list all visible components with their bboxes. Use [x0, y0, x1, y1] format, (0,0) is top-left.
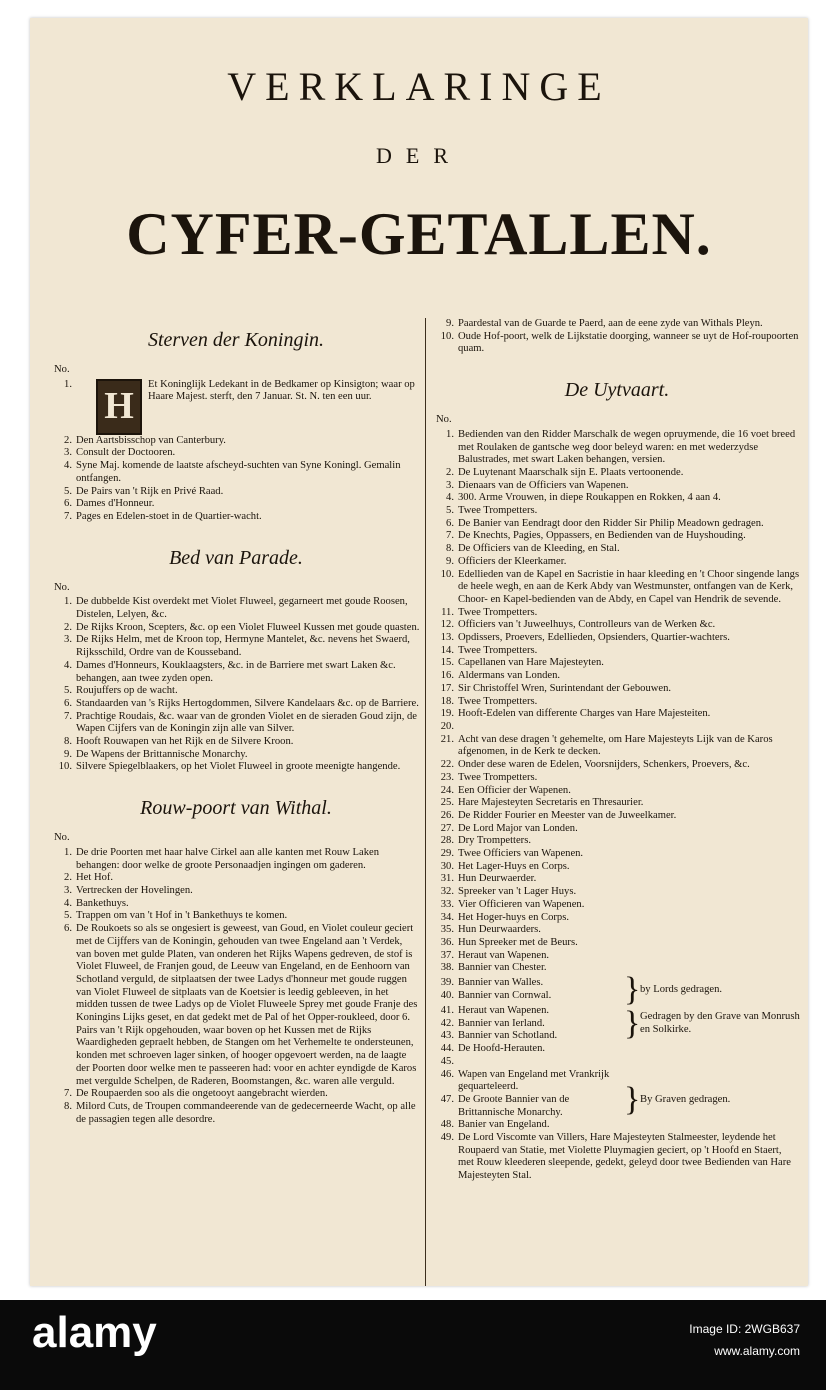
list-item	[434, 331, 800, 356]
item-number: 22.	[440, 759, 454, 771]
list-item	[434, 1094, 624, 1119]
list-item	[434, 873, 800, 886]
list-item	[52, 885, 420, 898]
item-number: 6.	[64, 923, 72, 935]
item-text: Twee Trompetters.	[458, 644, 538, 656]
item-number: 10.	[58, 761, 72, 773]
item-number: 6.	[64, 498, 72, 510]
brace-label: By Graven gedragen.	[640, 1093, 731, 1105]
item-number: 8.	[64, 1100, 72, 1112]
item-text: Bedienden van den Ridder Marschalk de wegen opruymende, die 16 voet breed met Roulaken de gantsche weg door beleyd waren: en met wederzydse Balustrades, met swart Laken behangen, versien.	[458, 428, 796, 466]
list-item	[434, 772, 800, 785]
brace-glyph: }	[624, 1081, 641, 1119]
item-number: 32.	[440, 886, 454, 898]
item-text: De Officiers van de Kleeding, en Stal.	[458, 543, 620, 555]
item-number: 19. 20.	[440, 708, 454, 732]
list-item	[52, 698, 420, 711]
list-item	[434, 848, 800, 861]
item-number: 5.	[64, 485, 72, 497]
item-text: Bannier van Ierland.	[458, 1017, 545, 1029]
item-text: Syne Maj. komende de laatste afscheyd-suchten van Syne Koningl. Gemalin ontfangen.	[76, 460, 401, 484]
item-number: 46.	[440, 1068, 454, 1080]
item-text: Onder dese waren de Edelen, Voorsnijders, Schenkers, Proevers, &c.	[458, 759, 750, 771]
item-number: 33.	[440, 898, 454, 910]
item-text: Bannier van Schotland.	[458, 1030, 558, 1042]
list-item	[52, 1101, 420, 1126]
item-number: 5.	[446, 505, 454, 517]
item-number: 10.	[440, 330, 454, 342]
list-item	[52, 498, 420, 511]
section-heading: De Uytvaart.	[564, 379, 670, 402]
list-item	[434, 619, 800, 632]
item-text: Bannier van Cornwal.	[458, 990, 552, 1002]
list-item	[434, 759, 800, 772]
item-text: Aldermans van Londen.	[458, 670, 561, 682]
list-item	[434, 861, 800, 874]
item-number: 7.	[446, 530, 454, 542]
item-number: 26.	[440, 809, 454, 821]
list-item	[52, 923, 420, 1088]
item-number: 7.	[64, 510, 72, 522]
item-number: 8.	[446, 543, 454, 555]
list-item	[434, 696, 800, 709]
item-number: 27.	[440, 822, 454, 834]
list-item	[434, 556, 800, 569]
list-item	[434, 657, 800, 670]
item-number: 39.	[440, 977, 454, 989]
item-text: Dames d'Honneurs, Kouklaagsters, &c. in de Barriere met swart Laken &c. behangen, aan twee zyden open.	[76, 659, 396, 684]
item-text: Consult der Doctooren.	[76, 447, 176, 459]
item-text: De Ridder Fourier en Meester van de Juweelkamer.	[458, 809, 677, 821]
decorated-initial: H	[96, 379, 142, 435]
list-item	[52, 898, 420, 911]
list-item	[434, 318, 800, 331]
list-item	[434, 797, 800, 810]
title-der: DER	[376, 143, 462, 168]
list-item	[434, 734, 800, 759]
list-item	[52, 460, 420, 485]
list-item	[434, 899, 800, 912]
list-item	[434, 518, 800, 531]
item-number: 1.	[64, 378, 72, 390]
item-text: De Banier van Eendragt door den Ridder Sir Philip Meadown gedragen.	[458, 517, 764, 529]
list-item	[52, 447, 420, 460]
item-text: Twee Trompetters.	[458, 505, 538, 517]
list-item	[434, 886, 800, 899]
item-text: Wapen van Engeland met Vrankrijk gequarteleerd.	[458, 1068, 610, 1093]
item-number: 47.	[440, 1093, 454, 1105]
item-text: De Roukoets so als se ongesiert is geweest, van Goud, en Violet couleur geciert met de Cijffers van de Koningin, gehouden van twee Engeland aan 't Verdek, van boven met gulde Platen, van onderen het Rijks Wapens gedreven, de stof is Violet Fluweel, de Franjen goud, de Leeuw van Engeland, en de Eenhoorn van Schotland verguld, de sitplaatsen der twee Ladys d'honneur met goude ruggen van Violet Fluweel de sitplaats van de Koetsier is leedig gebleeven, in het midden tussen de twee Ladys op de Violet Fluweele Sprey met goude Franje des Koningins Lijks geset, en dat gedekt met de Pal of het Opper-roukleed, door 6. Pairs van 't Rijk opgehouden, waar boven op het Kussen met de Rijks Waardigheden gepraelt hebben, de Stangen om het Verhemelte te ondersteunen, konden met schroeven lager sinken, of hooger opgevoert werden, na de laagte der Poorten door welke men te passeeren had: voor en achter eyndigde de Karos met vergulde Schelpen, de Raderen, Boomstangen, &c. waren alle verguld.	[76, 923, 418, 1087]
list-item	[434, 480, 800, 493]
section-heading: Bed van Parade.	[169, 546, 303, 569]
brace-label: by Lords gedragen.	[640, 983, 723, 995]
item-number: 11.	[441, 606, 454, 618]
item-text: Bannier van Chester.	[458, 962, 547, 974]
item-number: 13.	[440, 632, 454, 644]
title-cyfer-getallen: CYFER-GETALLEN.	[126, 201, 712, 267]
item-text: Dienaars van de Officiers van Wapenen.	[458, 479, 629, 491]
list-item	[52, 634, 420, 659]
list-item	[434, 543, 800, 556]
item-text: Twee Officiers van Wapenen.	[458, 848, 584, 860]
list-item	[52, 435, 420, 448]
item-text: Dames d'Honneur.	[76, 498, 155, 510]
list-item	[52, 736, 420, 749]
braced-group	[434, 1069, 800, 1133]
item-text: Twee Trompetters.	[458, 771, 538, 783]
item-number: 15.	[440, 657, 454, 669]
item-text: De Rijks Helm, met de Kroon top, Hermyne Mantelet, &c. nevens het Swaerd, Rijksschild, Ordre van de Kousseband.	[76, 634, 410, 659]
item-text: Officiers der Kleerkamer.	[458, 555, 567, 567]
list-item	[434, 708, 800, 733]
item-text: De drie Poorten met haar halve Cirkel aan alle kanten met Rouw Laken behangen: door welke de groote Personaadjen ingingen om gaderen.	[76, 846, 379, 871]
list-item	[434, 467, 800, 480]
braced-items	[434, 977, 624, 1002]
item-text: Dry Trompetters.	[458, 835, 531, 847]
item-text: De Lord Major van Londen.	[458, 822, 578, 834]
list-item	[434, 1018, 624, 1031]
item-number: 43.	[440, 1030, 454, 1042]
list-item	[434, 962, 800, 975]
item-text: Bankethuys.	[76, 897, 129, 909]
item-text: Vier Officieren van Wapenen.	[458, 898, 585, 910]
item-number: 7.	[64, 1088, 72, 1100]
item-number: 2.	[64, 872, 72, 884]
item-text: 300. Arme Vrouwen, in diepe Roukappen en Rokken, 4 aan 4.	[458, 492, 721, 504]
item-number: 38.	[440, 962, 454, 974]
list-item	[434, 607, 800, 620]
list-item	[434, 632, 800, 645]
item-text: Hun Spreeker met de Beurs.	[458, 936, 578, 948]
item-number: 7.	[64, 710, 72, 722]
item-number: 42.	[440, 1017, 454, 1029]
list-item	[52, 910, 420, 923]
list-item	[434, 530, 800, 543]
list-item	[52, 486, 420, 499]
image-metadata	[689, 1318, 800, 1362]
list-item	[52, 622, 420, 635]
item-number: 1.	[64, 846, 72, 858]
item-number: 1.	[64, 596, 72, 608]
list-item	[52, 872, 420, 885]
item-text: Twee Trompetters.	[458, 695, 538, 707]
list-item	[434, 683, 800, 696]
item-number: 18.	[440, 695, 454, 707]
list-item	[434, 950, 800, 963]
item-text: Het Hoger-huys en Corps.	[458, 911, 570, 923]
item-number: 16.	[440, 670, 454, 682]
list-item	[434, 785, 800, 798]
item-text: Een Officier der Wapenen.	[458, 784, 571, 796]
list-item	[434, 823, 800, 836]
list-item	[52, 379, 420, 435]
brace-glyph: }	[624, 971, 641, 1009]
item-text: Oude Hof-poort, welk de Lijkstatie doorging, wanneer se uyt de Hof-roupoorten quam.	[458, 330, 799, 355]
item-text: Officiers van 't Juweelhuys, Controlleurs van de Werken &c.	[458, 619, 716, 631]
item-text: De Rijks Kroon, Scepters, &c. op een Violet Fluweel Kussen met goude quasten.	[76, 621, 420, 633]
item-number: 29.	[440, 848, 454, 860]
item-text: De Pairs van 't Rijk en Privé Raad.	[76, 485, 224, 497]
number-label: No.	[54, 364, 70, 375]
item-number: 1.	[446, 428, 454, 440]
item-number: 8.	[64, 736, 72, 748]
list-item	[434, 1005, 624, 1018]
number-label: No.	[54, 581, 70, 593]
braced-group	[434, 971, 800, 1009]
item-text: Den Aartsbisschop van Canterbury.	[76, 434, 226, 446]
list-item	[434, 1030, 624, 1043]
item-text: De Wapens der Brittannische Monarchy.	[76, 748, 248, 760]
item-number: 21.	[440, 733, 454, 745]
list-item	[434, 1043, 800, 1068]
item-text: De Roupaerden soo als die ongetooyt aangebracht wierden.	[76, 1088, 328, 1100]
item-number: 3.	[64, 447, 72, 459]
item-text: Het Lager-Huys en Corps.	[458, 860, 570, 872]
braced-group	[434, 1005, 800, 1043]
list-item	[434, 990, 624, 1003]
list-item	[52, 511, 420, 524]
item-text: Vertrecken der Hovelingen.	[76, 884, 193, 896]
list-item	[52, 596, 420, 621]
item-text: Heraut van Wapenen.	[458, 949, 550, 961]
item-number: 34.	[440, 911, 454, 923]
list-item	[52, 761, 420, 774]
item-number: 6.	[446, 517, 454, 529]
item-text: Edellieden van de Kapel en Sacristie in haar kleeding en 't Choor singende langs de heele wegh, en aan de Kerk Abdy van Westmunster, ontfangen van de Kerk, Choor- en Kapel-bedienden van de Abdy, en Capel van Hendrik de sevende.	[458, 568, 800, 605]
section-heading: Rouw-poort van Withal.	[140, 797, 332, 820]
brace-label: Gedragen by den Grave van Monrush en Solkirke.	[640, 1011, 800, 1036]
item-number: 31.	[440, 873, 454, 885]
item-text: Het Hof.	[76, 872, 114, 884]
list-item	[434, 937, 800, 950]
item-number: 14.	[440, 644, 454, 656]
list-item	[434, 429, 800, 467]
list-item	[434, 1132, 800, 1183]
item-text: Sir Christoffel Wren, Surintendant der Gebouwen.	[458, 682, 672, 694]
item-number: 4.	[64, 897, 72, 909]
item-text: De dubbelde Kist overdekt met Violet Fluweel, gegarneert met goude Roosen, Distelen, Lelyen, &c.	[76, 596, 408, 621]
item-text: Paardestal van de Guarde te Paerd, aan de eene zyde van Withals Pleyn.	[458, 318, 763, 329]
list-item	[52, 711, 420, 736]
item-number: 10.	[440, 568, 454, 580]
item-text: Prachtige Roudais, &c. waar van de gronden Violet en de sieraden Goud zijn, de Wapen Cijfers van de Koningin zijn alle van Silver.	[76, 710, 418, 735]
item-number: 37.	[440, 949, 454, 961]
item-number: 5.	[64, 910, 72, 922]
item-text: Silvere Spiegelblaakers, op het Violet Fluweel in groote meenigte hangende.	[76, 761, 401, 773]
item-text: Hare Majesteyten Secretaris en Thresaurier.	[458, 797, 644, 809]
item-number: 23.	[440, 771, 454, 783]
item-number: 44. 45.	[440, 1043, 454, 1067]
item-text: Hooft-Edelen van differente Charges van Hare Majesteiten.	[458, 708, 711, 720]
item-text: Hun Deurwaerder.	[458, 873, 537, 885]
item-text: De Luytenant Maarschalk sijn E. Plaats vertoonende.	[458, 466, 684, 478]
item-number: 25.	[440, 797, 454, 809]
item-text: De Lord Viscomte van Villers, Hare Majesteyten Stalmeester, leydende het Roupaerd van Statie, met Violette Pluymagien geciert, op 't Hoofd en Staert, met Rouw kleederen sleepende, gedekt, geleyd door twee Bedienden van Hare Majesteyten Stal.	[458, 1132, 791, 1182]
item-number: 4.	[64, 460, 72, 472]
item-number: 49.	[440, 1132, 454, 1144]
list-item	[434, 810, 800, 823]
item-text: De Knechts, Pagies, Oppassers, en Bedienden van de Huyshouding.	[458, 530, 746, 542]
list-item	[52, 749, 420, 762]
column-divider	[425, 318, 426, 1286]
item-number: 12.	[440, 619, 454, 631]
item-text: Milord Cuts, de Troupen commandeerende van de gedecerneerde Wacht, op alle de passagien tegen alle desordre.	[76, 1100, 416, 1125]
right-column	[434, 318, 800, 1183]
list-item	[52, 1088, 420, 1101]
item-number: 9.	[64, 748, 72, 760]
item-number: 5.	[64, 685, 72, 697]
item-number: 6.	[64, 697, 72, 709]
item-number: 40.	[440, 990, 454, 1002]
list-item	[434, 912, 800, 925]
item-text: Banier van Engeland.	[458, 1119, 550, 1131]
item-number: 28.	[440, 835, 454, 847]
item-text: Standaarden van 's Rijks Hertogdommen, Silvere Kandelaars &c. op de Barriere.	[76, 697, 419, 709]
list-item	[434, 924, 800, 937]
item-text: Capellanen van Hare Majesteyten.	[458, 657, 604, 669]
list-item	[52, 847, 420, 872]
item-text: Hun Deurwaarders.	[458, 924, 541, 936]
section-heading: Sterven der Koningin.	[147, 329, 325, 351]
number-label: No.	[436, 414, 452, 426]
item-number: 41.	[440, 1005, 454, 1017]
item-number: 9.	[446, 555, 454, 567]
item-number: 17.	[440, 682, 454, 694]
list-item	[434, 645, 800, 658]
item-text: Opdissers, Proevers, Edellieden, Opsienders, Quartier-wachters.	[458, 632, 730, 644]
item-text: Heraut van Wapenen.	[458, 1005, 550, 1017]
list-item	[434, 670, 800, 683]
item-text: Trappen om van 't Hof in 't Bankethuys te komen.	[76, 910, 288, 922]
item-number: 2.	[446, 466, 454, 478]
number-label: No.	[54, 832, 70, 844]
list-item	[434, 505, 800, 518]
list-item	[434, 1119, 624, 1132]
footer-band	[0, 1300, 826, 1390]
braced-items	[434, 1005, 624, 1043]
item-text: Twee Trompetters.	[458, 606, 538, 618]
item-number: 3.	[64, 884, 72, 896]
item-number: 30.	[440, 860, 454, 872]
item-text: Hooft Rouwapen van het Rijk en de Silvere Kroon.	[76, 736, 294, 748]
item-number: 2.	[64, 434, 72, 446]
alamy-logo: alamy	[32, 1308, 157, 1357]
item-text: Acht van dese dragen 't gehemelte, om Hare Majesteyts Lijk van de Karos afgenomen, in de Kerk te decken.	[458, 733, 773, 758]
item-text: Et Koninglijk Ledekant in de Bedkamer op Kinsigton; waar op Haare Majest. sterft, den 7 Januar. St. N. ten een uur.	[148, 378, 415, 403]
list-item	[434, 492, 800, 505]
title-verklaringe: VERKLARINGE	[227, 64, 611, 109]
braced-items	[434, 1069, 624, 1133]
left-column	[52, 328, 420, 1126]
item-text: De Groote Bannier van de Brittannische Monarchy.	[458, 1093, 570, 1118]
list-item	[434, 569, 800, 607]
site-url: www.alamy.com	[714, 1344, 800, 1358]
item-number: 4.	[446, 492, 454, 504]
item-number: 4.	[64, 659, 72, 671]
item-text: Pages en Edelen-stoet in de Quartier-wacht.	[76, 510, 262, 522]
dropcap-block	[52, 379, 420, 435]
item-text: Bannier van Walles.	[458, 977, 544, 989]
item-number: 2.	[64, 621, 72, 633]
item-number: 35.	[440, 924, 454, 936]
document-sheet	[30, 18, 808, 1286]
item-number: 36.	[440, 936, 454, 948]
list-item	[434, 977, 624, 990]
item-text: Spreeker van 't Lager Huys.	[458, 886, 577, 898]
item-number: 24.	[440, 784, 454, 796]
item-text: De Hoofd-Herauten.	[458, 1043, 546, 1055]
item-number: 48.	[440, 1119, 454, 1131]
list-item	[52, 685, 420, 698]
list-item	[434, 835, 800, 848]
image-id-label: Image ID: 2WGB637	[689, 1322, 800, 1336]
item-text: Roujuffers op de wacht.	[76, 685, 178, 697]
list-item	[52, 660, 420, 685]
item-number: 3.	[64, 634, 72, 646]
item-number: 3.	[446, 479, 454, 491]
brace-glyph: }	[624, 1005, 641, 1043]
item-number: 9.	[446, 318, 454, 329]
list-item	[434, 1069, 624, 1094]
